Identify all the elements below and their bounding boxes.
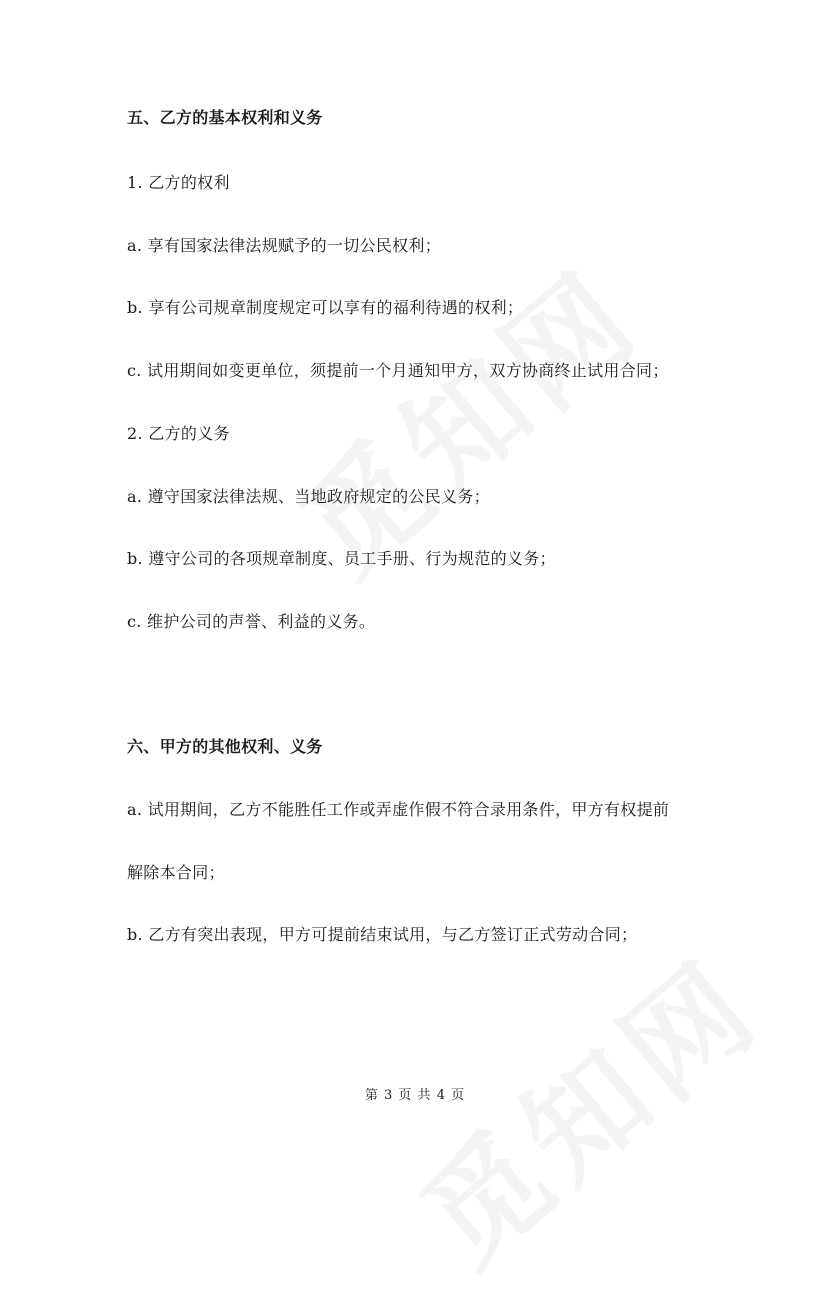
section-6-item-a: a. 试用期间，乙方不能胜任工作或弄虚作假不符合录用条件，甲方有权提前: [127, 800, 670, 819]
watermark: [380, 915, 789, 1297]
section-6-heading: 六、甲方的其他权利、义务: [127, 737, 323, 756]
section-6-item-a-cont: 解除本合同；: [127, 863, 225, 882]
duties-title: 2. 乙方的义务: [127, 424, 230, 443]
section-6-item-b: b. 乙方有突出表现，甲方可提前结束试用，与乙方签订正式劳动合同；: [127, 925, 638, 944]
page-number-footer: 第 3 页 共 4 页: [364, 1088, 466, 1103]
rights-title: 1. 乙方的权利: [127, 173, 230, 192]
duties-item-a: a. 遵守国家法律法规、当地政府规定的公民义务；: [127, 487, 490, 506]
rights-item-a: a. 享有国家法律法规赋予的一切公民权利；: [127, 236, 442, 255]
duties-item-b: b. 遵守公司的各项规章制度、员工手册、行为规范的义务；: [127, 549, 556, 568]
rights-item-c: c. 试用期间如变更单位，须提前一个月通知甲方，双方协商终止试用合同；: [127, 361, 669, 380]
section-5-heading: 五、乙方的基本权利和义务: [127, 108, 323, 127]
rights-item-b: b. 享有公司规章制度规定可以享有的福利待遇的权利；: [127, 298, 524, 317]
duties-item-c: c. 维护公司的声誉、利益的义务。: [127, 612, 376, 631]
